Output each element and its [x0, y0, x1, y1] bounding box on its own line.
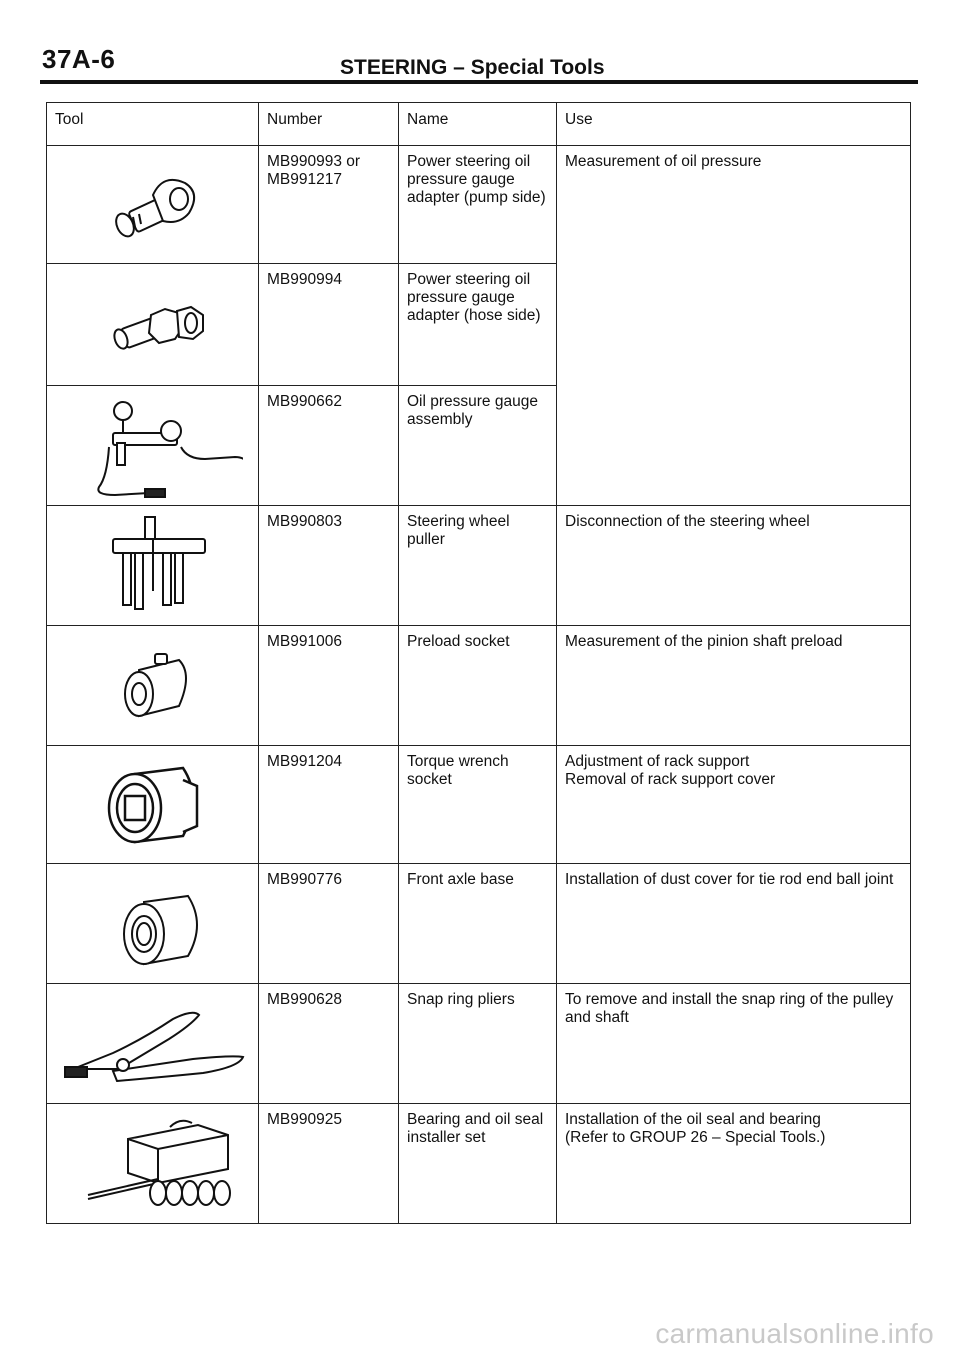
pressure-gauge-adapter-hose-side-icon [73, 275, 233, 375]
table-row [47, 1104, 911, 1224]
tool-image-cell [47, 984, 259, 1104]
page-title: STEERING – Special Tools [340, 56, 605, 79]
tool-name: Snap ring pliers [399, 984, 557, 1104]
table-row [47, 746, 911, 864]
tool-name: Steering wheel puller [399, 506, 557, 626]
tool-number: MB990662 [259, 386, 399, 506]
tool-name: Bearing and oil seal installer set [399, 1104, 557, 1224]
tool-name: Preload socket [399, 626, 557, 746]
col-header-tool: Tool [47, 103, 259, 146]
pressure-gauge-adapter-pump-side-icon [73, 155, 233, 255]
tool-number-text: MB990993 or MB991217 [267, 153, 361, 188]
tool-number: MB990803 [259, 506, 399, 626]
tool-number [259, 146, 399, 264]
tool-image-cell [47, 506, 259, 626]
tool-number: MB990994 [259, 264, 399, 386]
tool-use: Measurement of oil pressure [557, 146, 911, 506]
tool-use: Installation of dust cover for tie rod end ball joint [557, 864, 911, 984]
tool-name: Front axle base [399, 864, 557, 984]
tool-use-text: Installation of the oil seal and bearing (Refer to GROUP 26 – Special Tools.) [565, 1111, 826, 1146]
table-header-row [47, 103, 911, 146]
tool-number: MB990628 [259, 984, 399, 1104]
front-axle-base-icon [78, 874, 228, 974]
table-row [47, 626, 911, 746]
col-header-name: Name [399, 103, 557, 146]
tool-use [557, 746, 911, 864]
special-tools-table [46, 102, 911, 1224]
tool-image-cell [47, 746, 259, 864]
preload-socket-icon [83, 636, 223, 736]
tool-number: MB990925 [259, 1104, 399, 1224]
tool-number: MB990776 [259, 864, 399, 984]
tool-name: Power steering oil pressure gauge adapter (hose side) [399, 264, 557, 386]
tool-image-cell [47, 864, 259, 984]
tool-image-cell [47, 146, 259, 264]
table-row [47, 506, 911, 626]
steering-wheel-puller-icon [73, 511, 233, 621]
page-header [40, 40, 920, 84]
col-header-use: Use [557, 103, 911, 146]
table-row [47, 864, 911, 984]
tool-use-text: Adjustment of rack support Removal of rack support cover [565, 753, 776, 788]
tool-use: To remove and install the snap ring of the pulley and shaft [557, 984, 911, 1104]
snap-ring-pliers-icon [53, 989, 253, 1099]
tool-use: Disconnection of the steering wheel [557, 506, 911, 626]
tool-use [557, 1104, 911, 1224]
tool-name: Power steering oil pressure gauge adapter (pump side) [399, 146, 557, 264]
table-row [47, 984, 911, 1104]
tool-number: MB991204 [259, 746, 399, 864]
tool-use: Measurement of the pinion shaft preload [557, 626, 911, 746]
oil-pressure-gauge-icon [63, 391, 243, 501]
header-rule [40, 80, 918, 84]
page-number: 37A-6 [42, 44, 116, 74]
tool-image-cell [47, 1104, 259, 1224]
tool-image-cell [47, 386, 259, 506]
tool-name: Torque wrench socket [399, 746, 557, 864]
table-row [47, 146, 911, 264]
col-header-number: Number [259, 103, 399, 146]
tool-image-cell [47, 264, 259, 386]
watermark: carmanualsonline.info [655, 1318, 934, 1349]
torque-wrench-socket-icon [73, 750, 233, 860]
tool-number: MB991006 [259, 626, 399, 746]
tool-image-cell [47, 626, 259, 746]
bearing-oil-seal-installer-set-icon [58, 1109, 248, 1219]
tool-name: Oil pressure gauge assembly [399, 386, 557, 506]
